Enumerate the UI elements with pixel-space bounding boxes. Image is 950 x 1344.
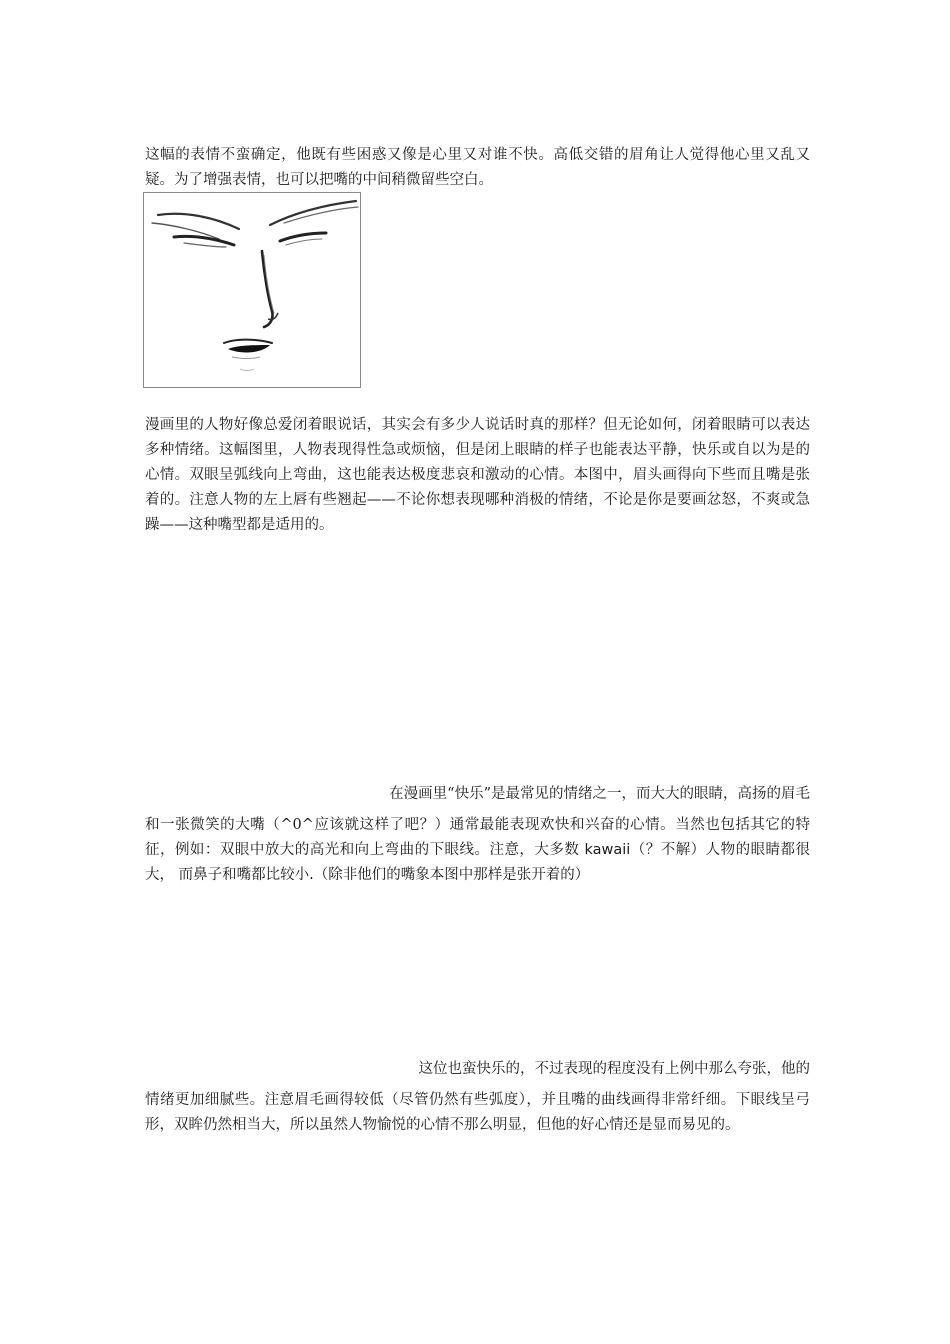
paragraph-happy-first-line: 在漫画里“快乐”是最常见的情绪之一，而大大的眼睛，高扬的眉毛 [389,786,810,802]
paragraph-mild-happy-first-line: 这位也蛮快乐的，不过表现的程度没有上例中那么夸张，他的 [418,1061,810,1077]
kawaii-term: kawaii [584,842,631,858]
paragraph-uncertain-expression: 这幅的表情不蛮确定，他既有些困惑又像是心里又对谁不快。高低交错的眉角让人觉得他心里又乱又疑。为了增强表情，也可以把嘴的中间稍微留些空白。 [145,147,810,188]
paragraph-happy-text-b: （？不解）人物的眼睛都很大， 而鼻子和嘴都比较小.（除非他们的嘴象本图中那样是张开着的） [145,842,811,883]
paragraph-happy-expression [145,782,810,888]
paragraph-mild-happy-text: 情绪更加细腻些。注意眉毛画得较低（尽管仍然有些弧度），并且嘴的曲线画得非常纤细。下眼线呈弓形，双眸仍然相当大，所以虽然人物愉悦的心情不那么明显，但他的好心情还是显而易见的。 [145,1092,810,1133]
paragraph-happy-text-a: 和一张微笑的大嘴（^0^应该就这样了吧？）通常最能表现欢快和兴奋的心情。当然也包括其它的特征，例如：双眼中放大的高光和向上弯曲的下眼线。注意，大多数 [145,817,810,858]
manga-face-illustration [143,192,361,388]
paragraph-closed-eyes: 漫画里的人物好像总爱闭着眼说话，其实会有多少人说话时真的那样？但无论如何，闭着眼睛可以表达多种情绪。这幅图里，人物表现得性急或烦恼，但是闭上眼睛的样子也能表达平静，快乐或自以为是的心情。双眼呈弧线向上弯曲，这也能表达极度悲哀和激动的心情。本图中，眉头画得向下些而且嘴是张着的。注意人物的左上唇有些翘起——不论你想表现哪种消极的情绪，不论是你是要画忿怒，不爽或急躁——这种嘴型都是适用的。 [145,417,810,533]
manga-face-sketch-icon [144,193,360,387]
paragraph-mild-happy [145,1057,810,1138]
